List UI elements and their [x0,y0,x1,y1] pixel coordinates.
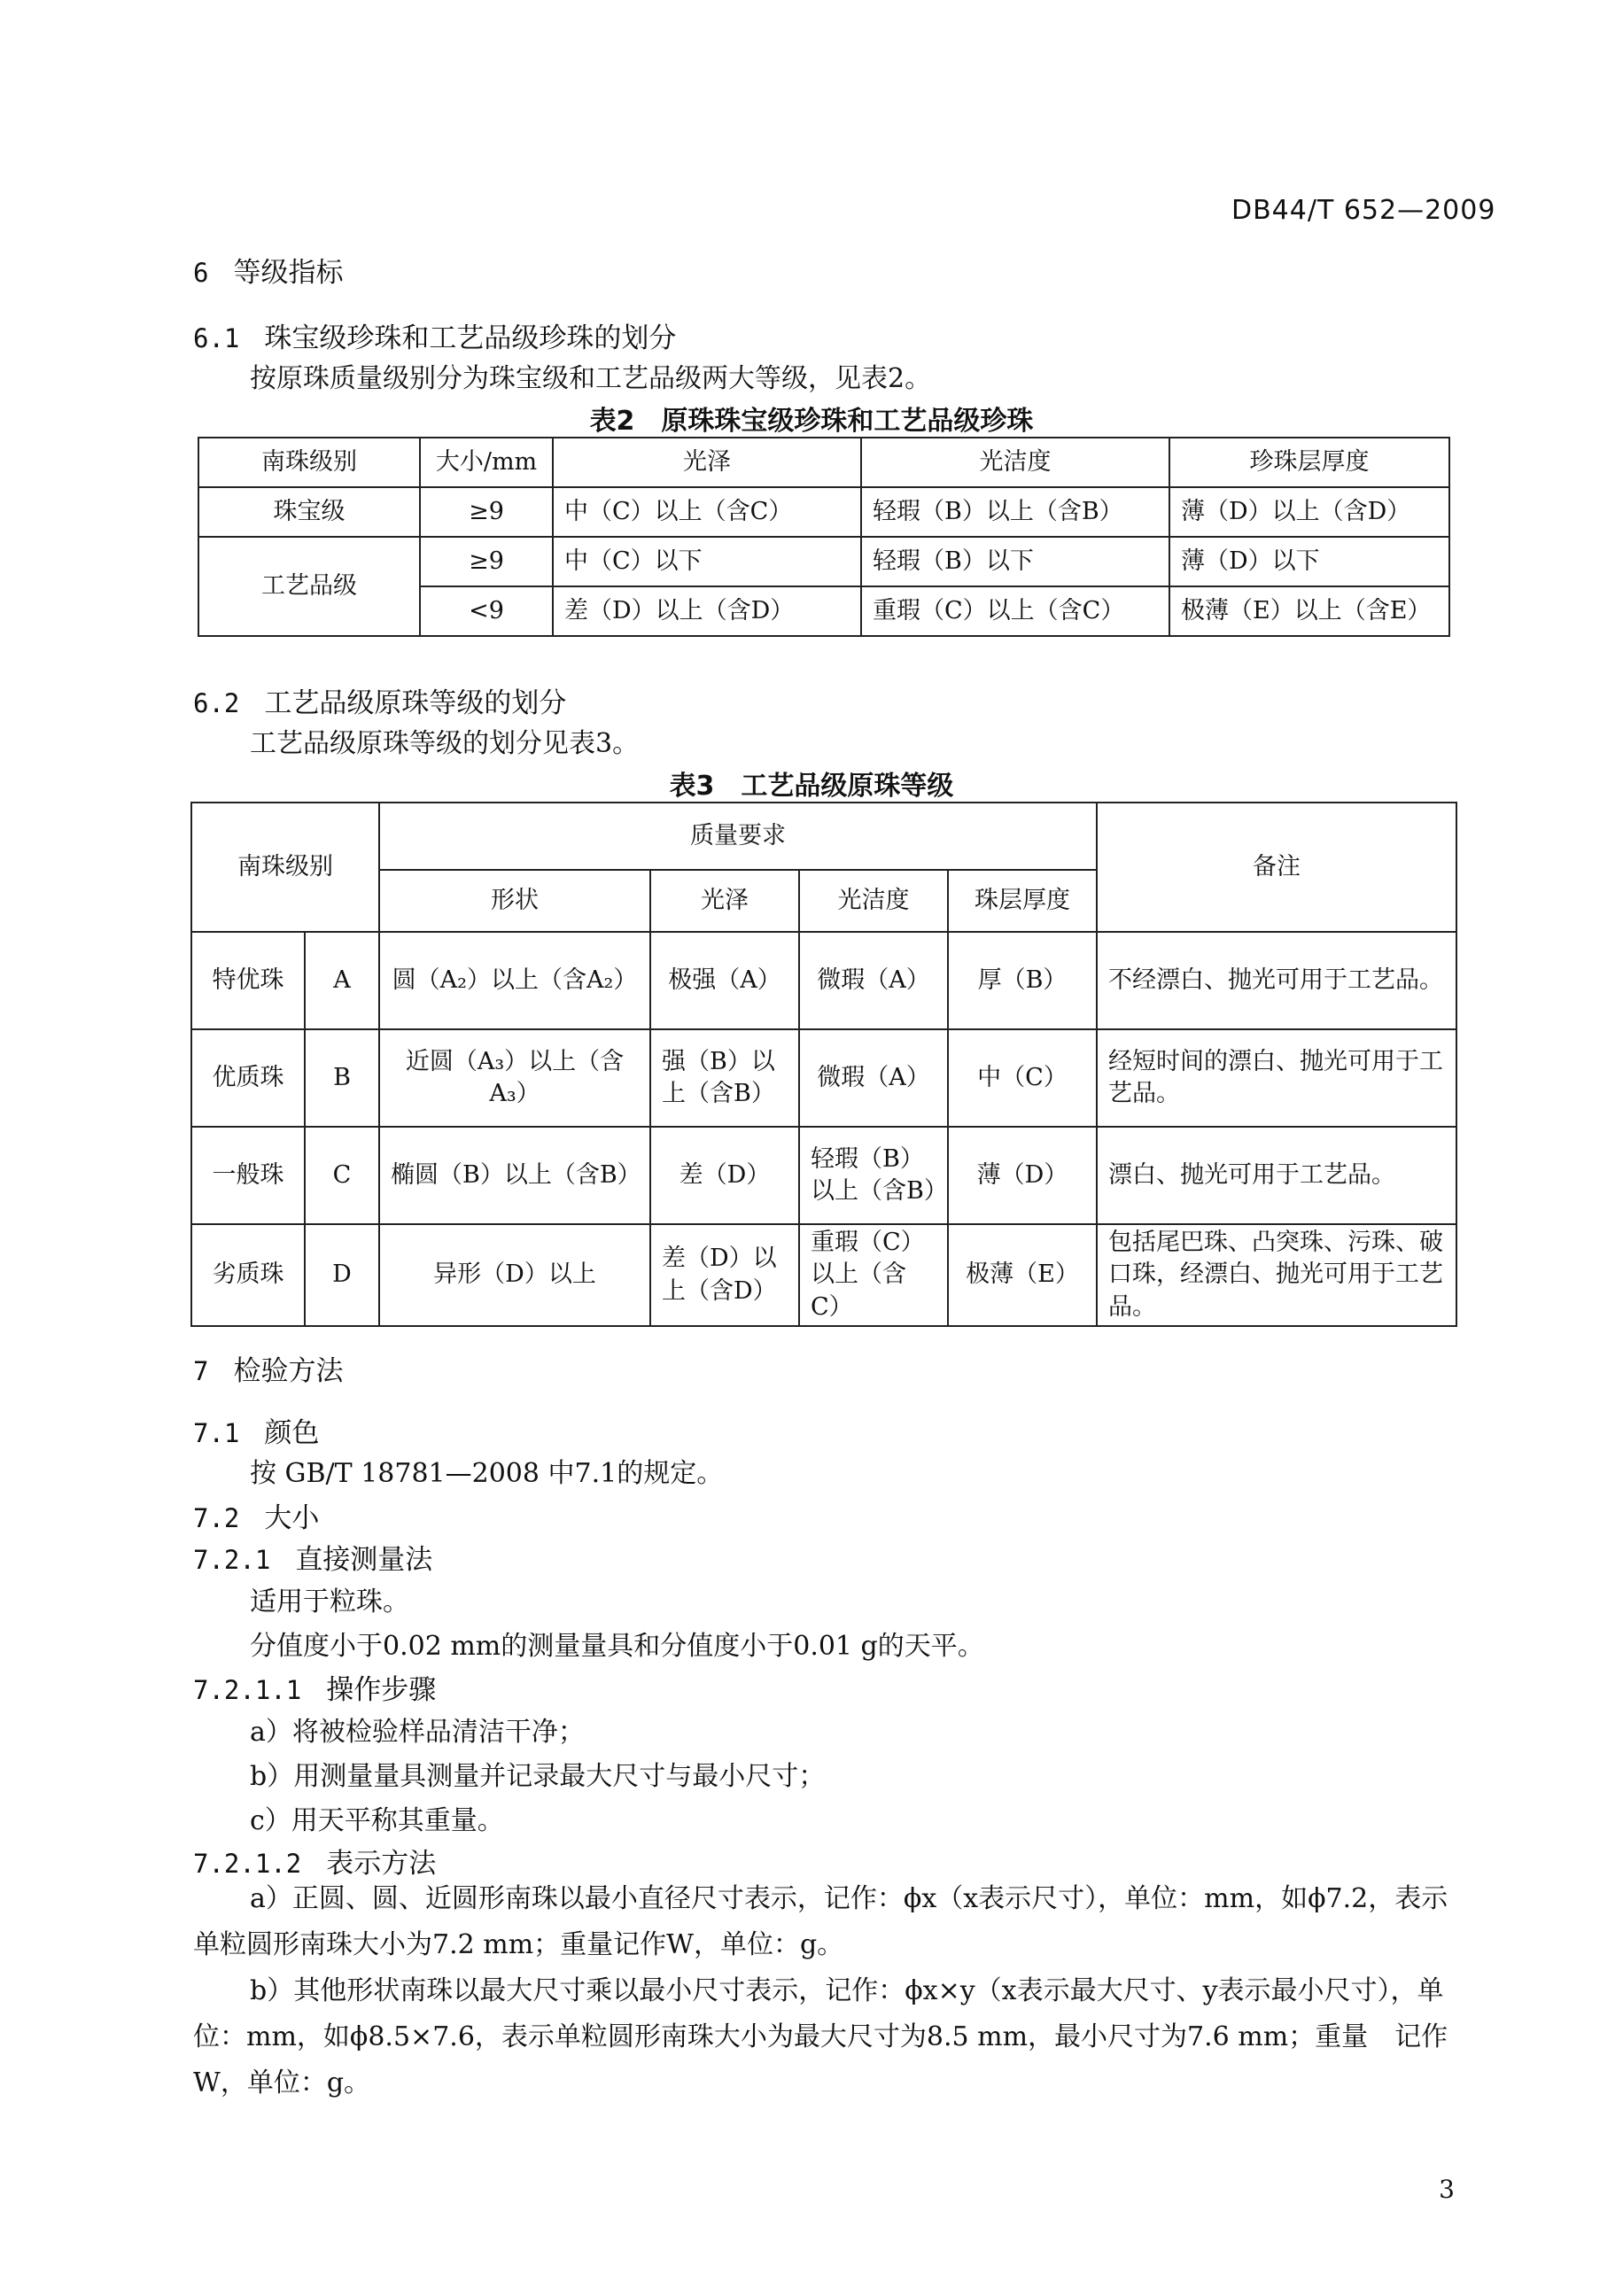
table-cell: 轻瑕（B）以上（含B） [799,1127,948,1224]
table-cell: A [305,932,379,1029]
table-2 [198,437,1450,637]
table-cell: 薄（D） [948,1127,1097,1224]
table-cell: 中（C）以下 [553,537,861,586]
table-cell: 椭圆（B）以上（含B） [379,1127,650,1224]
table-cell: 轻瑕（B）以上（含B） [861,487,1169,537]
table-cell: 漂白、抛光可用于工艺品。 [1097,1127,1456,1224]
page-number: 3 [1439,2175,1455,2204]
table-cell: 差（D）以上（含D） [650,1224,799,1326]
table-3-caption: 表3 工艺品级原珠等级 [669,771,954,802]
table-cell: 差（D）以上（含D） [553,586,861,636]
paragraph-a: a）正圆、圆、近圆形南珠以最小直径尺寸表示，记作：ϕx（x表示尺寸），单位：mm，如ϕ7.2，表示单粒圆形南珠大小为7.2 mm；重量记作W，单位：g。 [193,1883,1448,1960]
section-title: 大小 [264,1502,320,1534]
section-7-1-heading [193,1410,319,1450]
table-row [198,537,1449,586]
header-cell: 形状 [379,870,650,932]
table-cell: B [305,1029,379,1127]
table-cell: 圆（A₂）以上（含A₂） [379,932,650,1029]
table-cell: 极薄（E）以上（含E） [1169,586,1449,636]
header-cell: 光泽 [650,870,799,932]
section-6-heading [193,250,343,290]
header-cell: 光泽 [553,438,861,487]
table-cell: 包括尾巴珠、凸突珠、污珠、破口珠，经漂白、抛光可用于工艺品。 [1097,1224,1456,1326]
section-number: 6 [193,258,209,288]
header-cell: 光洁度 [861,438,1169,487]
section-title: 颜色 [264,1417,320,1449]
table-cell: 强（B）以上（含B） [650,1029,799,1127]
table-cell: 工艺品级 [198,537,420,636]
table-header-row [191,803,1456,870]
document-id: DB44/T 652—2009 [1231,195,1496,226]
table-cell: 极强（A） [650,932,799,1029]
section-number: 7 [193,1356,209,1386]
header-cell: 光洁度 [799,870,948,932]
header-cell: 备注 [1097,803,1456,932]
header-cell: 大小/mm [420,438,553,487]
section-7-2-1-1-heading [193,1667,436,1707]
table-3 [190,802,1457,1327]
table-row [198,487,1449,537]
section-7-1-text: 按 GB/T 18781—2008 中7.1的规定。 [250,1458,724,1489]
header-cell: 珍珠层厚度 [1169,438,1449,487]
table-header-row [198,438,1449,487]
list-item: c）用天平称其重量。 [250,1805,504,1836]
table-cell: 微瑕（A） [799,932,948,1029]
section-number: 7.2.1.2 [193,1849,302,1879]
table-2-caption: 表2 原珠珠宝级珍珠和工艺品级珍珠 [589,406,1034,437]
section-6-2-text: 工艺品级原珠等级的划分见表3。 [250,728,640,759]
section-number: 7.2.1 [193,1545,271,1575]
section-title: 等级指标 [233,257,344,289]
section-6-2-heading [193,680,566,720]
section-7-2-heading [193,1495,319,1535]
table-cell: 近圆（A₃）以上（含A₃） [379,1029,650,1127]
header-cell: 珠层厚度 [948,870,1097,932]
header-cell: 南珠级别 [191,803,379,932]
table-cell: 经短时间的漂白、抛光可用于工艺品。 [1097,1029,1456,1127]
section-7-2-1-text: 适用于粒珠。 [250,1586,409,1617]
table-cell: ≥9 [420,537,553,586]
table-cell: ≥9 [420,487,553,537]
section-title: 操作步骤 [326,1674,437,1706]
table-row [191,932,1456,1029]
table-cell: 极薄（E） [948,1224,1097,1326]
section-number: 6.2 [193,688,240,718]
section-number: 7.1 [193,1418,240,1448]
table-row [191,1224,1456,1326]
section-title: 直接测量法 [295,1544,433,1576]
list-item: b）用测量量具测量并记录最大尺寸与最小尺寸； [250,1761,826,1792]
paragraph-b: b）其他形状南珠以最大尺寸乘以最小尺寸表示，记作：ϕx×y（x表示最大尺寸、y表示最小尺寸），单位：mm，如ϕ8.5×7.6，表示单粒圆形南珠大小为最大尺寸为8.5 mm，最小尺寸为7.6 mm；重量 记作W，单位：g。 [193,1975,1448,2098]
table-cell: 不经漂白、抛光可用于工艺品。 [1097,932,1456,1029]
section-title: 工艺品级原珠等级的划分 [264,687,567,719]
table-cell: 优质珠 [191,1029,305,1127]
table-cell: D [305,1224,379,1326]
table-cell: 厚（B） [948,932,1097,1029]
list-item: a）将被检验样品清洁干净； [250,1717,585,1748]
table-cell: 薄（D）以上（含D） [1169,487,1449,537]
table-cell: 珠宝级 [198,487,420,537]
header-cell: 质量要求 [379,803,1097,870]
table-cell: 重瑕（C）以上（含C） [799,1224,948,1326]
section-7-2-1-text: 分值度小于0.02 mm的测量量具和分值度小于0.01 g的天平。 [250,1631,984,1662]
table-cell: C [305,1127,379,1224]
section-7-2-1-2-heading [193,1841,436,1881]
table-cell: 劣质珠 [191,1224,305,1326]
section-7-heading [193,1348,343,1388]
table-cell: <9 [420,586,553,636]
section-6-1-text: 按原珠质量级别分为珠宝级和工艺品级两大等级，见表2。 [250,363,932,394]
section-6-1-heading [193,315,676,355]
section-title: 检验方法 [233,1355,344,1387]
section-number: 7.2 [193,1503,240,1533]
section-number: 6.1 [193,323,240,353]
table-cell: 差（D） [650,1127,799,1224]
table-cell: 微瑕（A） [799,1029,948,1127]
table-cell: 重瑕（C）以上（含C） [861,586,1169,636]
table-row [191,1127,1456,1224]
header-cell: 南珠级别 [198,438,420,487]
table-cell: 中（C）以上（含C） [553,487,861,537]
table-cell: 薄（D）以下 [1169,537,1449,586]
section-number: 7.2.1.1 [193,1675,302,1705]
table-row [191,1029,1456,1127]
table-cell: 轻瑕（B）以下 [861,537,1169,586]
table-cell: 中（C） [948,1029,1097,1127]
section-title: 表示方法 [326,1848,437,1880]
table-cell: 特优珠 [191,932,305,1029]
section-title: 珠宝级珍珠和工艺品级珍珠的划分 [264,322,677,354]
table-cell: 一般珠 [191,1127,305,1224]
table-cell: 异形（D）以上 [379,1224,650,1326]
section-7-2-1-heading [193,1537,432,1577]
